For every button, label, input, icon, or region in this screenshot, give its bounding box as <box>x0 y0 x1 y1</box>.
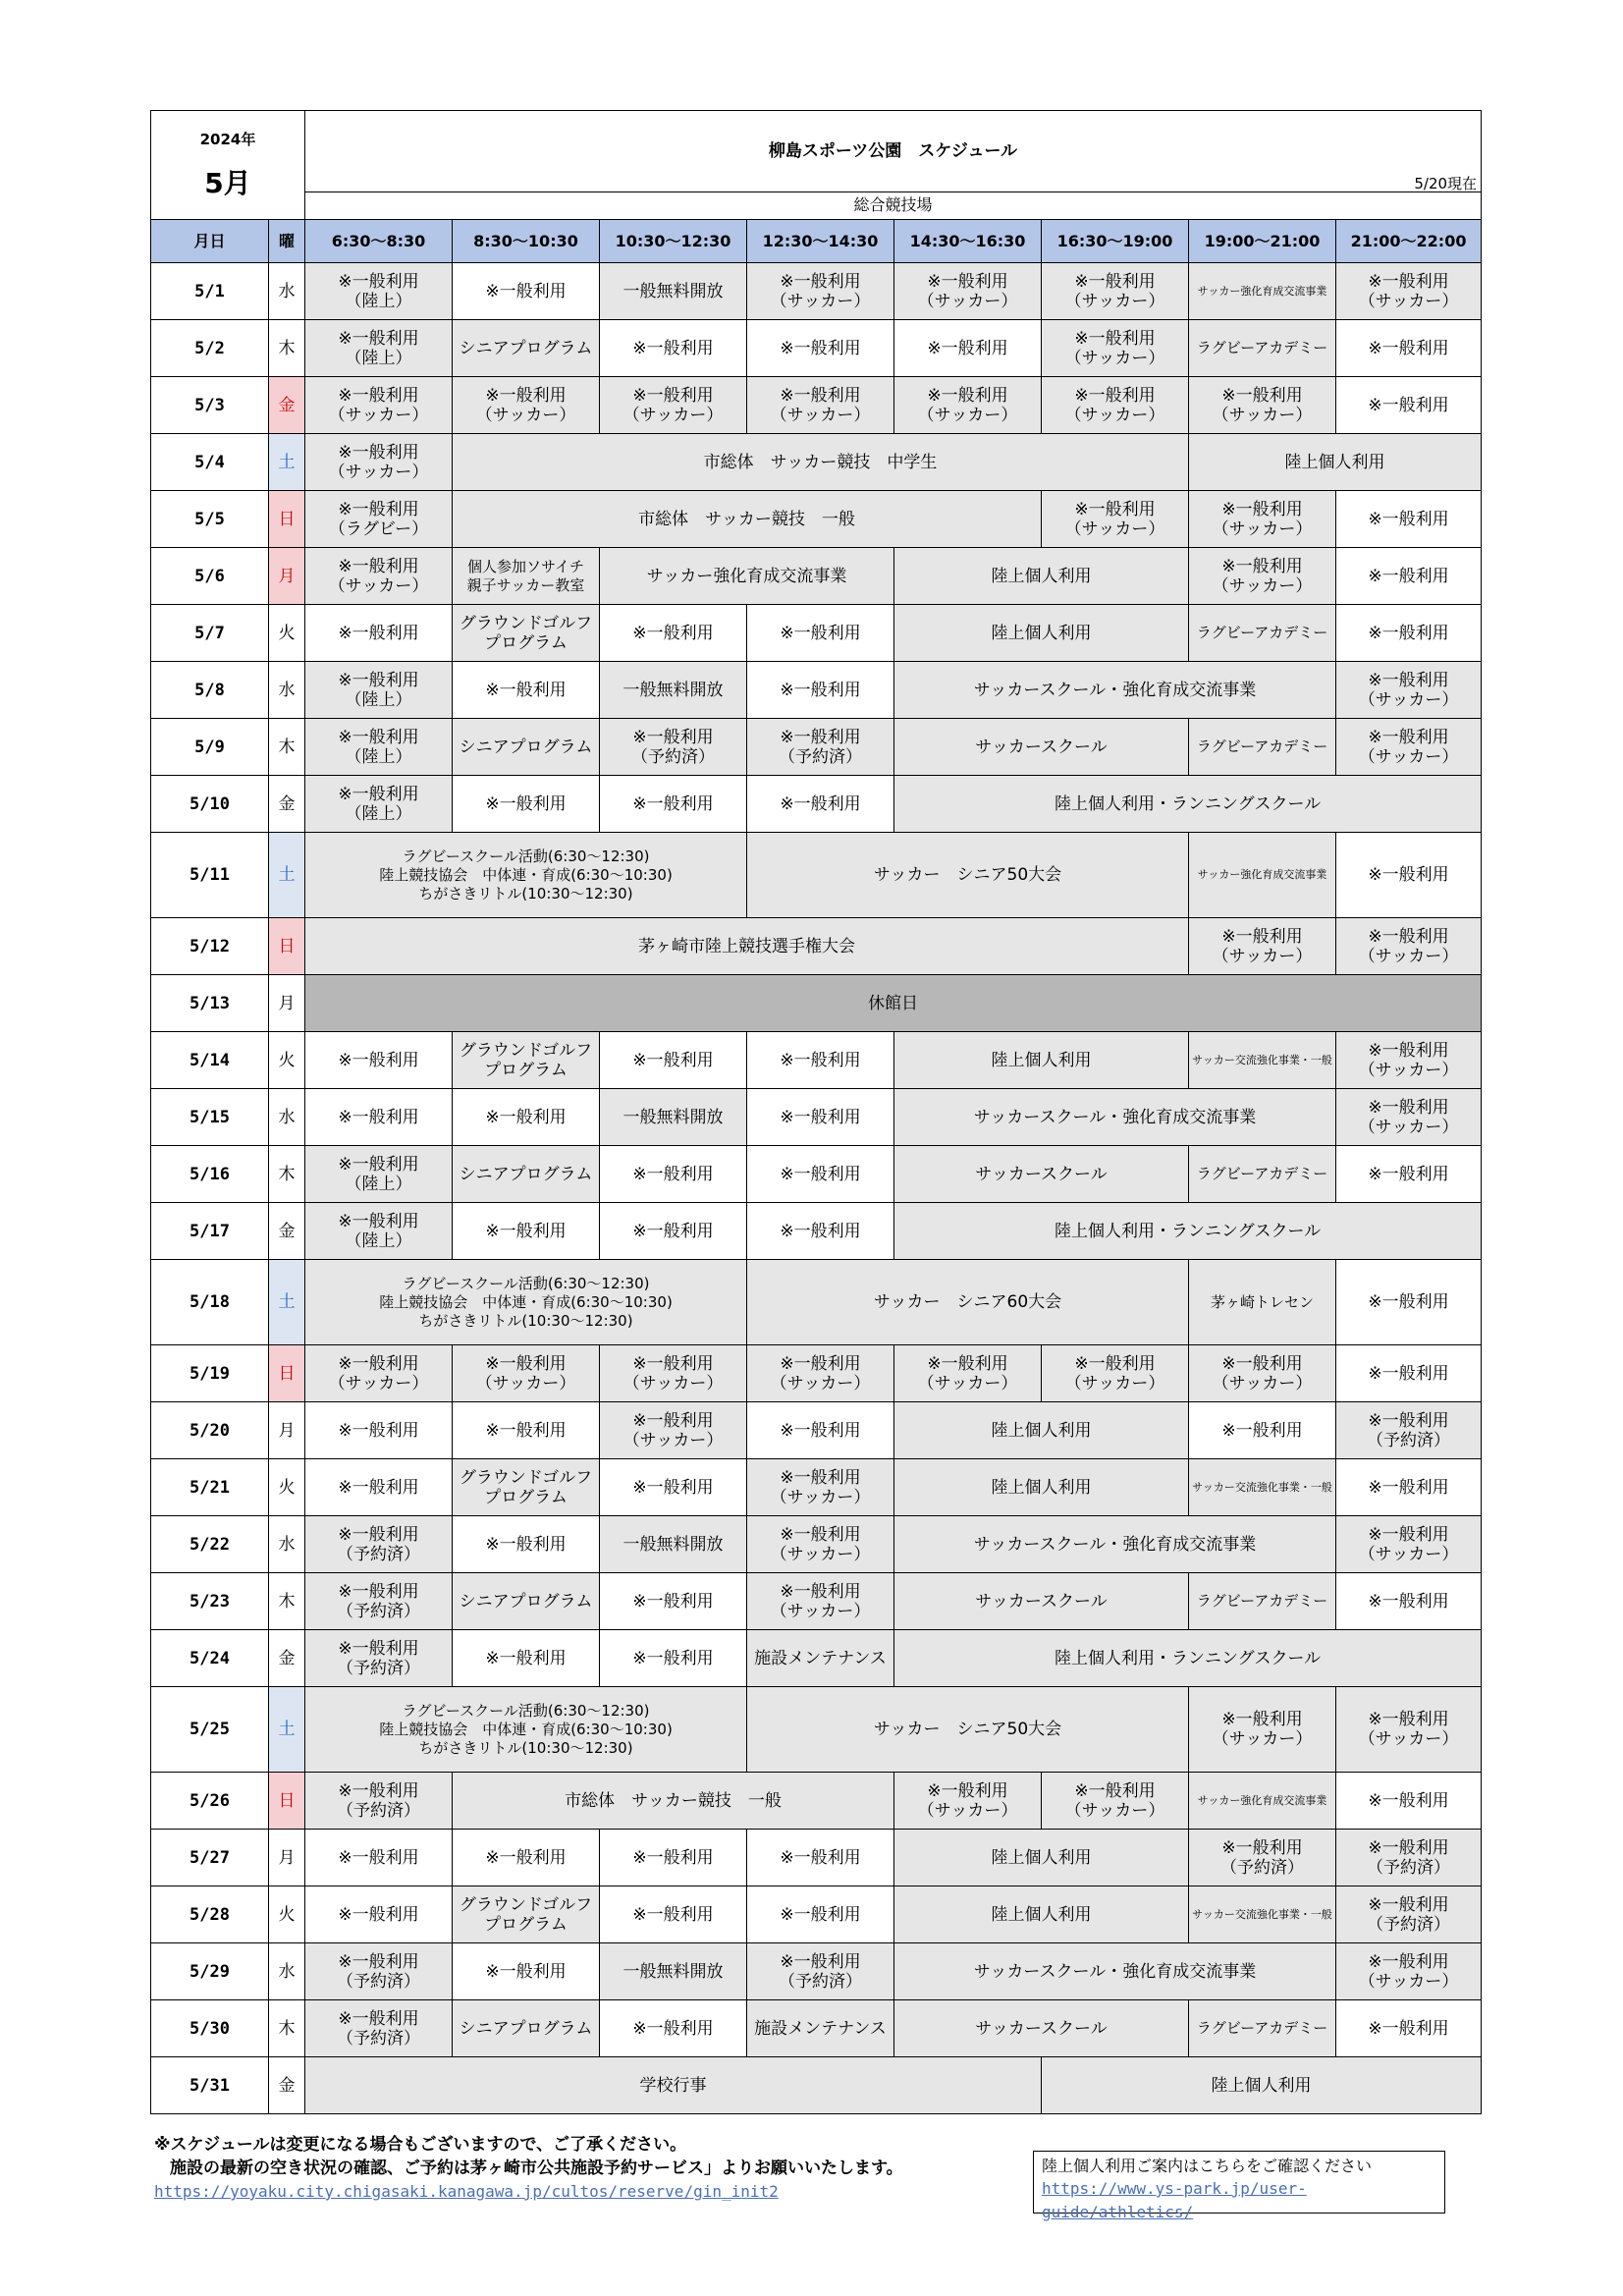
col-header-slot: 10:30～12:30 <box>600 220 747 263</box>
slot-cell: 茅ヶ崎市陸上競技選手権大会 <box>305 918 1189 975</box>
slot-cell: ※一般利用 <box>1336 1260 1482 1345</box>
slot-cell: ※一般利用 <box>305 605 453 662</box>
slot-cell: ※一般利用 （サッカー） <box>894 1345 1042 1402</box>
slot-cell: サッカー シニア50大会 <box>747 1687 1189 1773</box>
date-cell: 5/20 <box>151 1402 269 1459</box>
slot-cell: ※一般利用 （陸上） <box>305 263 453 320</box>
slot-cell: ※一般利用 <box>453 662 600 719</box>
slot-cell: 学校行事 <box>305 2057 1042 2114</box>
slot-cell: ※一般利用 <box>453 1203 600 1260</box>
slot-cell: ※一般利用 （予約済） <box>1336 1886 1482 1943</box>
slot-cell: ※一般利用 （サッカー） <box>747 263 894 320</box>
slot-cell: ※一般利用 （ラグビー） <box>305 491 453 548</box>
slot-cell: 市総体 サッカー競技 一般 <box>453 1773 894 1830</box>
slot-cell: ※一般利用 （サッカー） <box>1189 548 1336 605</box>
page-title: 柳島スポーツ公園 スケジュール <box>768 140 1018 161</box>
schedule-row <box>151 776 1482 833</box>
slot-cell: 一般無料開放 <box>600 1516 747 1573</box>
slot-cell: ※一般利用 （サッカー） <box>1189 918 1336 975</box>
slot-cell: ※一般利用 （サッカー） <box>1042 491 1189 548</box>
schedule-table <box>150 110 1482 2114</box>
slot-cell: ※一般利用 <box>747 1886 894 1943</box>
schedule-row <box>151 548 1482 605</box>
slot-cell: サッカー強化育成交流事業 <box>1189 833 1336 918</box>
col-header-slot: 19:00～21:00 <box>1189 220 1336 263</box>
slot-cell: グラウンドゴルフ プログラム <box>453 605 600 662</box>
slot-cell: 陸上個人利用 <box>894 1830 1189 1886</box>
slot-cell: ※一般利用 （予約済） <box>600 719 747 776</box>
slot-cell: ※一般利用 （予約済） <box>305 1573 453 1630</box>
slot-cell: ※一般利用 （サッカー） <box>1042 1345 1189 1402</box>
schedule-row <box>151 2057 1482 2114</box>
slot-cell: ※一般利用 （陸上） <box>305 776 453 833</box>
slot-cell: シニアプログラム <box>453 1573 600 1630</box>
slot-cell: ※一般利用 <box>305 1830 453 1886</box>
slot-cell: グラウンドゴルフ プログラム <box>453 1886 600 1943</box>
slot-cell: 陸上個人利用・ランニングスクール <box>894 1630 1482 1687</box>
weekday-cell: 日 <box>269 491 305 548</box>
slot-cell: ラグビーアカデミー <box>1189 1573 1336 1630</box>
slot-cell: ※一般利用 （サッカー） <box>894 377 1042 434</box>
slot-cell: ※一般利用 <box>1336 605 1482 662</box>
date-cell: 5/11 <box>151 833 269 918</box>
slot-cell: ※一般利用 （サッカー） <box>747 1459 894 1516</box>
slot-cell: ※一般利用 <box>1336 1146 1482 1203</box>
schedule-row <box>151 1459 1482 1516</box>
slot-cell: ラグビーアカデミー <box>1189 605 1336 662</box>
slot-cell: ※一般利用 （予約済） <box>1336 1402 1482 1459</box>
date-cell: 5/17 <box>151 1203 269 1260</box>
schedule-row <box>151 1402 1482 1459</box>
col-header-date: 月日 <box>151 220 269 263</box>
slot-cell: ※一般利用 （サッカー） <box>1189 491 1336 548</box>
weekday-cell: 金 <box>269 776 305 833</box>
date-cell: 5/31 <box>151 2057 269 2114</box>
date-cell: 5/19 <box>151 1345 269 1402</box>
slot-cell: ※一般利用 （サッカー） <box>1336 1516 1482 1573</box>
schedule-row <box>151 1203 1482 1260</box>
schedule-row <box>151 1146 1482 1203</box>
weekday-cell: 水 <box>269 1943 305 2000</box>
slot-cell: サッカースクール・強化育成交流事業 <box>894 1089 1336 1146</box>
schedule-row <box>151 1089 1482 1146</box>
schedule-row <box>151 662 1482 719</box>
date-cell: 5/14 <box>151 1032 269 1089</box>
weekday-cell: 火 <box>269 605 305 662</box>
schedule-row <box>151 975 1482 1032</box>
slot-cell: ※一般利用 （予約済） <box>305 1943 453 2000</box>
slot-cell: サッカー強化育成交流事業 <box>1189 263 1336 320</box>
slot-cell: シニアプログラム <box>453 2000 600 2057</box>
slot-cell: ※一般利用 <box>453 1516 600 1573</box>
slot-cell: ※一般利用 <box>894 320 1042 377</box>
date-cell: 5/10 <box>151 776 269 833</box>
date-cell: 5/5 <box>151 491 269 548</box>
slot-cell: 施設メンテナンス <box>747 2000 894 2057</box>
slot-cell: ※一般利用 （サッカー） <box>1336 1943 1482 2000</box>
slot-cell: ※一般利用 （サッカー） <box>600 1345 747 1402</box>
slot-cell: 一般無料開放 <box>600 662 747 719</box>
weekday-cell: 金 <box>269 1203 305 1260</box>
slot-cell: ※一般利用 <box>747 1089 894 1146</box>
note-reservation: 施設の最新の空き状況の確認、ご予約は茅ヶ崎市公共施設予約サービス」よりお願いいたします。 <box>170 2159 903 2178</box>
slot-cell: サッカー交流強化事業・一般 <box>1189 1032 1336 1089</box>
slot-cell: ※一般利用 <box>600 1630 747 1687</box>
slot-cell: ※一般利用 <box>600 1459 747 1516</box>
slot-cell: 陸上個人利用 <box>894 548 1189 605</box>
slot-cell: シニアプログラム <box>453 719 600 776</box>
date-cell: 5/8 <box>151 662 269 719</box>
slot-cell: サッカー強化育成交流事業 <box>1189 1773 1336 1830</box>
slot-cell: ※一般利用 （サッカー） <box>1042 263 1189 320</box>
schedule-row <box>151 719 1482 776</box>
col-header-slot: 12:30～14:30 <box>747 220 894 263</box>
schedule-row <box>151 918 1482 975</box>
slot-cell: サッカー交流強化事業・一般 <box>1189 1886 1336 1943</box>
as-of-date: 5/20現在 <box>1414 174 1478 192</box>
weekday-cell: 木 <box>269 1573 305 1630</box>
slot-cell: ※一般利用 （サッカー） <box>747 1573 894 1630</box>
athletics-info-text: 陸上個人利用ご案内はこちらをご確認ください <box>1042 2157 1373 2175</box>
slot-cell: 一般無料開放 <box>600 1943 747 2000</box>
slot-cell: 市総体 サッカー競技 一般 <box>453 491 1042 548</box>
weekday-cell: 土 <box>269 833 305 918</box>
slot-cell: ※一般利用 （サッカー） <box>453 377 600 434</box>
weekday-cell: 水 <box>269 1089 305 1146</box>
slot-cell: ※一般利用 <box>600 1830 747 1886</box>
date-cell: 5/2 <box>151 320 269 377</box>
weekday-cell: 水 <box>269 662 305 719</box>
slot-cell: ※一般利用 <box>600 1573 747 1630</box>
slot-cell: ※一般利用 （予約済） <box>747 719 894 776</box>
slot-cell: ※一般利用 （サッカー） <box>1336 719 1482 776</box>
slot-cell: ※一般利用 （サッカー） <box>1336 1089 1482 1146</box>
year-label: 2024年 <box>199 131 256 148</box>
col-header-slot: 14:30～16:30 <box>894 220 1042 263</box>
schedule-row <box>151 1830 1482 1886</box>
weekday-cell: 木 <box>269 320 305 377</box>
slot-cell: ※一般利用 <box>1336 2000 1482 2057</box>
slot-cell: 陸上個人利用 <box>894 1402 1189 1459</box>
month-box <box>151 111 305 220</box>
slot-cell: ※一般利用 （陸上） <box>305 662 453 719</box>
date-cell: 5/3 <box>151 377 269 434</box>
weekday-cell: 金 <box>269 2057 305 2114</box>
date-cell: 5/21 <box>151 1459 269 1516</box>
slot-cell: ラグビーアカデミー <box>1189 320 1336 377</box>
slot-cell: サッカースクール・強化育成交流事業 <box>894 662 1336 719</box>
slot-cell: ラグビーアカデミー <box>1189 1146 1336 1203</box>
slot-cell: 陸上個人利用 <box>894 605 1189 662</box>
slot-cell: ※一般利用 <box>453 1830 600 1886</box>
athletics-info-link[interactable]: https://www.ys-park.jp/user-guide/athletics/ <box>1042 2179 1307 2221</box>
schedule-row <box>151 320 1482 377</box>
slot-cell: サッカースクール <box>894 719 1189 776</box>
slot-cell: サッカースクール・強化育成交流事業 <box>894 1516 1336 1573</box>
col-header-slot: 16:30～19:00 <box>1042 220 1189 263</box>
weekday-cell: 月 <box>269 975 305 1032</box>
slot-cell: ※一般利用 <box>747 776 894 833</box>
date-cell: 5/12 <box>151 918 269 975</box>
slot-cell: ※一般利用 <box>600 1032 747 1089</box>
slot-cell: ※一般利用 <box>747 1402 894 1459</box>
weekday-cell: 日 <box>269 918 305 975</box>
slot-cell: ※一般利用 （予約済） <box>1189 1830 1336 1886</box>
slot-cell: ※一般利用 （サッカー） <box>305 377 453 434</box>
notes <box>154 2133 903 2180</box>
schedule-row <box>151 263 1482 320</box>
date-cell: 5/15 <box>151 1089 269 1146</box>
date-cell: 5/23 <box>151 1573 269 1630</box>
schedule-row <box>151 377 1482 434</box>
slot-cell: ラグビースクール活動(6:30～12:30) 陸上競技協会 中体連・育成(6:30～10:30) ちがさきリトル(10:30～12:30) <box>305 833 747 918</box>
schedule-row <box>151 605 1482 662</box>
weekday-cell: 水 <box>269 1516 305 1573</box>
slot-cell: 茅ヶ崎トレセン <box>1189 1260 1336 1345</box>
slot-cell: ※一般利用 <box>747 662 894 719</box>
slot-cell: ※一般利用 （予約済） <box>1336 1830 1482 1886</box>
slot-cell: ※一般利用 <box>600 605 747 662</box>
slot-cell: ※一般利用 （予約済） <box>305 2000 453 2057</box>
weekday-cell: 火 <box>269 1032 305 1089</box>
slot-cell: ※一般利用 （サッカー） <box>1336 263 1482 320</box>
slot-cell: ※一般利用 （予約済） <box>747 1943 894 2000</box>
slot-cell: ※一般利用 <box>1336 1459 1482 1516</box>
slot-cell: ※一般利用 （サッカー） <box>1336 1687 1482 1773</box>
slot-cell: サッカースクール <box>894 2000 1189 2057</box>
weekday-cell: 土 <box>269 1687 305 1773</box>
slot-cell: ※一般利用 （陸上） <box>305 719 453 776</box>
slot-cell: サッカー交流強化事業・一般 <box>1189 1459 1336 1516</box>
slot-cell: 陸上個人利用 <box>1042 2057 1482 2114</box>
slot-cell: サッカー シニア60大会 <box>747 1260 1189 1345</box>
date-cell: 5/4 <box>151 434 269 491</box>
weekday-cell: 日 <box>269 1345 305 1402</box>
weekday-cell: 月 <box>269 1830 305 1886</box>
slot-cell: ラグビースクール活動(6:30～12:30) 陸上競技協会 中体連・育成(6:30～10:30) ちがさきリトル(10:30～12:30) <box>305 1687 747 1773</box>
col-header-slot: 6:30～8:30 <box>305 220 453 263</box>
slot-cell: ※一般利用 <box>1336 377 1482 434</box>
slot-cell: 市総体 サッカー競技 中学生 <box>453 434 1189 491</box>
weekday-cell: 金 <box>269 377 305 434</box>
slot-cell: ※一般利用 （予約済） <box>305 1516 453 1573</box>
slot-cell: ※一般利用 <box>305 1089 453 1146</box>
slot-cell: 休館日 <box>305 975 1482 1032</box>
weekday-cell: 木 <box>269 719 305 776</box>
slot-cell: ※一般利用 <box>1336 1773 1482 1830</box>
slot-cell: シニアプログラム <box>453 320 600 377</box>
slot-cell: グラウンドゴルフ プログラム <box>453 1032 600 1089</box>
weekday-cell: 木 <box>269 1146 305 1203</box>
slot-cell: ※一般利用 <box>305 1402 453 1459</box>
note-change: ※スケジュールは変更になる場合もございますので、ご了承ください。 <box>154 2135 687 2155</box>
schedule-row <box>151 434 1482 491</box>
slot-cell: ※一般利用 （予約済） <box>305 1773 453 1830</box>
slot-cell: ※一般利用 <box>1189 1402 1336 1459</box>
slot-cell: ※一般利用 <box>1336 1345 1482 1402</box>
slot-cell: ※一般利用 <box>1336 1573 1482 1630</box>
slot-cell: ※一般利用 （サッカー） <box>747 377 894 434</box>
slot-cell: ※一般利用 （サッカー） <box>1042 320 1189 377</box>
facility-name: 総合競技場 <box>305 191 1482 219</box>
slot-cell: ラグビースクール活動(6:30～12:30) 陸上競技協会 中体連・育成(6:30～10:30) ちがさきリトル(10:30～12:30) <box>305 1260 747 1345</box>
weekday-cell: 月 <box>269 548 305 605</box>
slot-cell: ※一般利用 <box>600 1886 747 1943</box>
schedule-row <box>151 1260 1482 1345</box>
slot-cell: ※一般利用 （サッカー） <box>305 548 453 605</box>
weekday-cell: 金 <box>269 1630 305 1687</box>
slot-cell: ※一般利用 <box>305 1886 453 1943</box>
slot-cell: ※一般利用 （サッカー） <box>600 1402 747 1459</box>
slot-cell: ※一般利用 （サッカー） <box>747 1516 894 1573</box>
slot-cell: ※一般利用 <box>1336 833 1482 918</box>
slot-cell: ※一般利用 <box>600 2000 747 2057</box>
date-cell: 5/16 <box>151 1146 269 1203</box>
slot-cell: 陸上個人利用 <box>894 1032 1189 1089</box>
slot-cell: サッカー シニア50大会 <box>747 833 1189 918</box>
date-cell: 5/9 <box>151 719 269 776</box>
slot-cell: ※一般利用 （サッカー） <box>600 377 747 434</box>
slot-cell: ※一般利用 （サッカー） <box>453 1345 600 1402</box>
weekday-cell: 土 <box>269 434 305 491</box>
date-cell: 5/29 <box>151 1943 269 2000</box>
schedule-row <box>151 1573 1482 1630</box>
slot-cell: ※一般利用 <box>747 1032 894 1089</box>
weekday-cell: 火 <box>269 1459 305 1516</box>
weekday-cell: 日 <box>269 1773 305 1830</box>
slot-cell: 陸上個人利用・ランニングスクール <box>894 1203 1482 1260</box>
slot-cell: 一般無料開放 <box>600 263 747 320</box>
date-cell: 5/22 <box>151 1516 269 1573</box>
slot-cell: サッカー強化育成交流事業 <box>600 548 894 605</box>
slot-cell: 一般無料開放 <box>600 1089 747 1146</box>
slot-cell: ※一般利用 <box>747 605 894 662</box>
slot-cell: ※一般利用 <box>453 1089 600 1146</box>
slot-cell: ※一般利用 <box>600 1203 747 1260</box>
slot-cell: ※一般利用 （サッカー） <box>1042 1773 1189 1830</box>
slot-cell: ラグビーアカデミー <box>1189 719 1336 776</box>
slot-cell: ※一般利用 <box>1336 491 1482 548</box>
weekday-cell: 火 <box>269 1886 305 1943</box>
slot-cell: ※一般利用 <box>747 1830 894 1886</box>
slot-cell: 陸上個人利用 <box>1189 434 1482 491</box>
athletics-info-box <box>1033 2151 1445 2221</box>
slot-cell: ※一般利用 <box>600 776 747 833</box>
slot-cell: ※一般利用 <box>600 320 747 377</box>
slot-cell: サッカースクール <box>894 1573 1189 1630</box>
slot-cell: ※一般利用 <box>453 1402 600 1459</box>
reservation-link[interactable]: https://yoyaku.city.chigasaki.kanagawa.jp/cultos/reserve/gin_init2 <box>154 2182 779 2201</box>
slot-cell: ※一般利用 <box>305 1032 453 1089</box>
date-cell: 5/7 <box>151 605 269 662</box>
schedule-row <box>151 833 1482 918</box>
slot-cell: ※一般利用 <box>600 1146 747 1203</box>
slot-cell: 陸上個人利用・ランニングスクール <box>894 776 1482 833</box>
date-cell: 5/27 <box>151 1830 269 1886</box>
slot-cell: ※一般利用 （サッカー） <box>1336 662 1482 719</box>
slot-cell: ※一般利用 <box>453 776 600 833</box>
schedule-row <box>151 1687 1482 1773</box>
slot-cell: サッカースクール・強化育成交流事業 <box>894 1943 1336 2000</box>
date-cell: 5/25 <box>151 1687 269 1773</box>
slot-cell: ※一般利用 <box>747 1146 894 1203</box>
schedule-row <box>151 491 1482 548</box>
weekday-cell: 土 <box>269 1260 305 1345</box>
slot-cell: ※一般利用 （サッカー） <box>305 434 453 491</box>
col-header-slot: 21:00～22:00 <box>1336 220 1482 263</box>
date-cell: 5/28 <box>151 1886 269 1943</box>
col-header-slot: 8:30～10:30 <box>453 220 600 263</box>
schedule-row <box>151 1630 1482 1687</box>
slot-cell: 陸上個人利用 <box>894 1459 1189 1516</box>
date-cell: 5/6 <box>151 548 269 605</box>
slot-cell: ※一般利用 （サッカー） <box>305 1345 453 1402</box>
date-cell: 5/24 <box>151 1630 269 1687</box>
slot-cell: グラウンドゴルフ プログラム <box>453 1459 600 1516</box>
schedule-row <box>151 1773 1482 1830</box>
slot-cell: ※一般利用 <box>747 320 894 377</box>
slot-cell: ※一般利用 （サッカー） <box>1189 1687 1336 1773</box>
slot-cell: サッカースクール <box>894 1146 1189 1203</box>
slot-cell: ※一般利用 （サッカー） <box>1189 1345 1336 1402</box>
slot-cell: ※一般利用 （サッカー） <box>1042 377 1189 434</box>
slot-cell: ※一般利用 （予約済） <box>305 1630 453 1687</box>
weekday-cell: 木 <box>269 2000 305 2057</box>
slot-cell: ※一般利用 （サッカー） <box>1189 377 1336 434</box>
slot-cell: ※一般利用 （陸上） <box>305 1203 453 1260</box>
slot-cell: 個人参加ソサイチ 親子サッカー教室 <box>453 548 600 605</box>
date-cell: 5/1 <box>151 263 269 320</box>
weekday-cell: 水 <box>269 263 305 320</box>
slot-cell: ※一般利用 （陸上） <box>305 1146 453 1203</box>
slot-cell: ※一般利用 （サッカー） <box>1336 918 1482 975</box>
date-cell: 5/26 <box>151 1773 269 1830</box>
slot-cell: ※一般利用 （サッカー） <box>894 1773 1042 1830</box>
schedule-row <box>151 1886 1482 1943</box>
weekday-cell: 月 <box>269 1402 305 1459</box>
schedule-row <box>151 1943 1482 2000</box>
col-header-dow: 曜 <box>269 220 305 263</box>
date-cell: 5/13 <box>151 975 269 1032</box>
schedule-row <box>151 1345 1482 1402</box>
slot-cell: ※一般利用 <box>453 1943 600 2000</box>
slot-cell: ※一般利用 （サッカー） <box>894 263 1042 320</box>
month-label: 5月 <box>204 167 251 199</box>
slot-cell: ※一般利用 <box>305 1459 453 1516</box>
schedule-row <box>151 2000 1482 2057</box>
slot-cell: ラグビーアカデミー <box>1189 2000 1336 2057</box>
slot-cell: シニアプログラム <box>453 1146 600 1203</box>
slot-cell: ※一般利用 <box>453 1630 600 1687</box>
slot-cell: ※一般利用 （陸上） <box>305 320 453 377</box>
date-cell: 5/30 <box>151 2000 269 2057</box>
slot-cell: ※一般利用 <box>1336 548 1482 605</box>
date-cell: 5/18 <box>151 1260 269 1345</box>
slot-cell: ※一般利用 <box>453 263 600 320</box>
slot-cell: ※一般利用 （サッカー） <box>1336 1032 1482 1089</box>
slot-cell: ※一般利用 （サッカー） <box>747 1345 894 1402</box>
slot-cell: 陸上個人利用 <box>894 1886 1189 1943</box>
slot-cell: ※一般利用 <box>1336 320 1482 377</box>
schedule-row <box>151 1516 1482 1573</box>
page-title-cell <box>305 111 1482 192</box>
slot-cell: 施設メンテナンス <box>747 1630 894 1687</box>
schedule-row <box>151 1032 1482 1089</box>
slot-cell: ※一般利用 <box>747 1203 894 1260</box>
